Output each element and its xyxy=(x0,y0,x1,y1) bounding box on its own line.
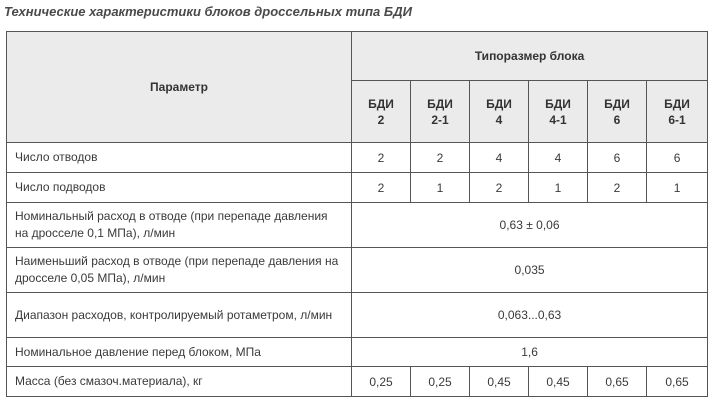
cell-value: 2 xyxy=(352,143,411,173)
row-label: Диапазон расходов, контролируемый ротаметром, л/мин xyxy=(7,293,352,338)
size-header xyxy=(470,81,529,143)
row-label: Номинальное давление перед блоком, МПа xyxy=(7,338,352,367)
merged-value: 0,035 xyxy=(352,248,708,293)
size-code: 4-1 xyxy=(549,112,567,127)
row-label: Наименьший расход в отводе (при перепаде давления на дросселе 0,05 МПа), л/мин xyxy=(7,248,352,293)
size-code: 2 xyxy=(377,112,385,127)
row-label: Номинальный расход в отводе (при перепаде давления на дросселе 0,1 МПа), л/мин xyxy=(7,203,352,248)
size-code: 6-1 xyxy=(668,112,686,127)
size-code: 2-1 xyxy=(431,112,449,127)
size-group-header: Типоразмер блока xyxy=(352,32,708,81)
table-row xyxy=(7,203,708,248)
size-header xyxy=(647,81,708,143)
size-name: БДИ xyxy=(368,96,394,111)
size-code: 4 xyxy=(495,112,503,127)
cell-value: 6 xyxy=(588,143,647,173)
size-header xyxy=(529,81,588,143)
size-name: БДИ xyxy=(486,96,512,111)
table-row xyxy=(7,173,708,203)
table-row xyxy=(7,293,708,338)
param-header: Параметр xyxy=(7,32,352,143)
cell-value: 4 xyxy=(529,143,588,173)
table-row xyxy=(7,248,708,293)
cell-value: 6 xyxy=(647,143,708,173)
table-row xyxy=(7,143,708,173)
cell-value: 0,65 xyxy=(588,367,647,397)
size-header xyxy=(352,81,411,143)
cell-value: 2 xyxy=(470,173,529,203)
cell-value: 2 xyxy=(588,173,647,203)
cell-value: 0,25 xyxy=(411,367,470,397)
cell-value: 0,45 xyxy=(529,367,588,397)
cell-value: 0,65 xyxy=(647,367,708,397)
cell-value: 0,45 xyxy=(470,367,529,397)
cell-value: 2 xyxy=(352,173,411,203)
cell-value: 2 xyxy=(411,143,470,173)
size-header xyxy=(588,81,647,143)
header-row xyxy=(7,32,708,81)
size-name: БДИ xyxy=(604,96,630,111)
specs-table xyxy=(6,31,708,397)
cell-value: 1 xyxy=(529,173,588,203)
cell-value: 1 xyxy=(647,173,708,203)
row-label: Масса (без смазоч.материала), кг xyxy=(7,367,352,397)
cell-value: 4 xyxy=(470,143,529,173)
size-header xyxy=(411,81,470,143)
size-name: БДИ xyxy=(545,96,571,111)
size-name: БДИ xyxy=(427,96,453,111)
cell-value: 0,25 xyxy=(352,367,411,397)
page-title: Технические характеристики блоков дроссельных типа БДИ xyxy=(4,4,412,19)
size-name: БДИ xyxy=(664,96,690,111)
merged-value: 0,063...0,63 xyxy=(352,293,708,338)
merged-value: 0,63 ± 0,06 xyxy=(352,203,708,248)
table-row xyxy=(7,338,708,367)
cell-value: 1 xyxy=(411,173,470,203)
row-label: Число подводов xyxy=(7,173,352,203)
table-row xyxy=(7,367,708,397)
size-code: 6 xyxy=(613,112,621,127)
row-label: Число отводов xyxy=(7,143,352,173)
merged-value: 1,6 xyxy=(352,338,708,367)
